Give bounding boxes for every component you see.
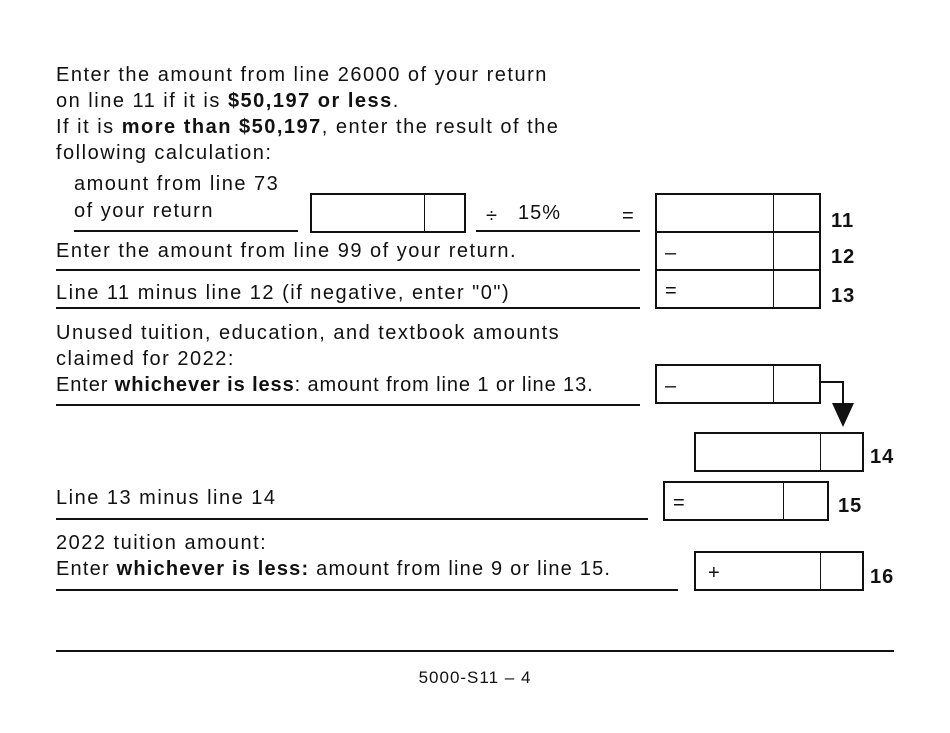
line-16-label-pre: Enter — [56, 558, 117, 580]
unused-line-2: claimed for 2022: — [56, 348, 235, 370]
equals-operator: = — [665, 280, 677, 302]
line-15-rule — [56, 518, 648, 520]
line-number-14: 14 — [870, 446, 895, 468]
unused-line-3-post: : amount from line 1 or line 13. — [294, 374, 594, 396]
line-16-input[interactable] — [694, 551, 864, 591]
unused-line-3-pre: Enter — [56, 374, 115, 396]
line-13-label: Line 11 minus line 12 (if negative, enter "0") — [56, 282, 511, 304]
intro-line-2-post: . — [392, 90, 400, 112]
cents-divider — [820, 434, 821, 470]
intro-line-3-post: , enter the result of the — [321, 116, 560, 138]
line-15-label: Line 13 minus line 14 — [56, 487, 277, 509]
page-number: 5000-S11 – 4 — [418, 668, 532, 687]
line-number-11: 11 — [831, 210, 855, 232]
line-16-label-2 — [56, 556, 611, 582]
line-16-rule — [56, 589, 678, 591]
intro-line-3-pre: If it is — [56, 116, 122, 138]
line-15-input[interactable] — [663, 481, 829, 521]
percent-rate: 15% — [518, 202, 562, 224]
line-number-16: 16 — [870, 566, 895, 588]
line-16-label-1: 2022 tuition amount: — [56, 532, 268, 554]
calc-label-2: of your return — [74, 200, 214, 222]
cents-divider — [783, 483, 784, 519]
plus-operator: + — [708, 562, 720, 584]
equals-sign: = — [622, 205, 634, 227]
divide-sign: ÷ — [486, 205, 497, 227]
footer-rule — [56, 650, 894, 652]
whichever-is-less-16: whichever is less: — [116, 558, 310, 580]
line-number-13: 13 — [831, 285, 856, 307]
line-number-15: 15 — [838, 495, 863, 517]
threshold-less: $50,197 or less — [227, 90, 393, 112]
intro-line-2-pre: on line 11 if it is — [56, 90, 228, 112]
whichever-is-less: whichever is less — [114, 374, 295, 396]
minus-operator: – — [665, 375, 677, 397]
unused-line-1: Unused tuition, education, and textbook amounts — [56, 322, 561, 344]
calc-label-1: amount from line 73 — [74, 173, 280, 195]
line-14-input[interactable] — [694, 432, 864, 472]
line-12-label: Enter the amount from line 99 of your return. — [56, 240, 518, 262]
cents-divider — [820, 553, 821, 589]
line-16-label-post: amount from line 9 or line 15. — [309, 558, 612, 580]
line-number-12: 12 — [831, 246, 856, 268]
threshold-more: more than $50,197 — [121, 116, 322, 138]
equals-operator: = — [673, 492, 685, 514]
minus-operator: – — [665, 242, 677, 264]
intro-line-1: Enter the amount from line 26000 of your return — [56, 64, 548, 86]
intro-line-4: following calculation: — [56, 142, 273, 164]
